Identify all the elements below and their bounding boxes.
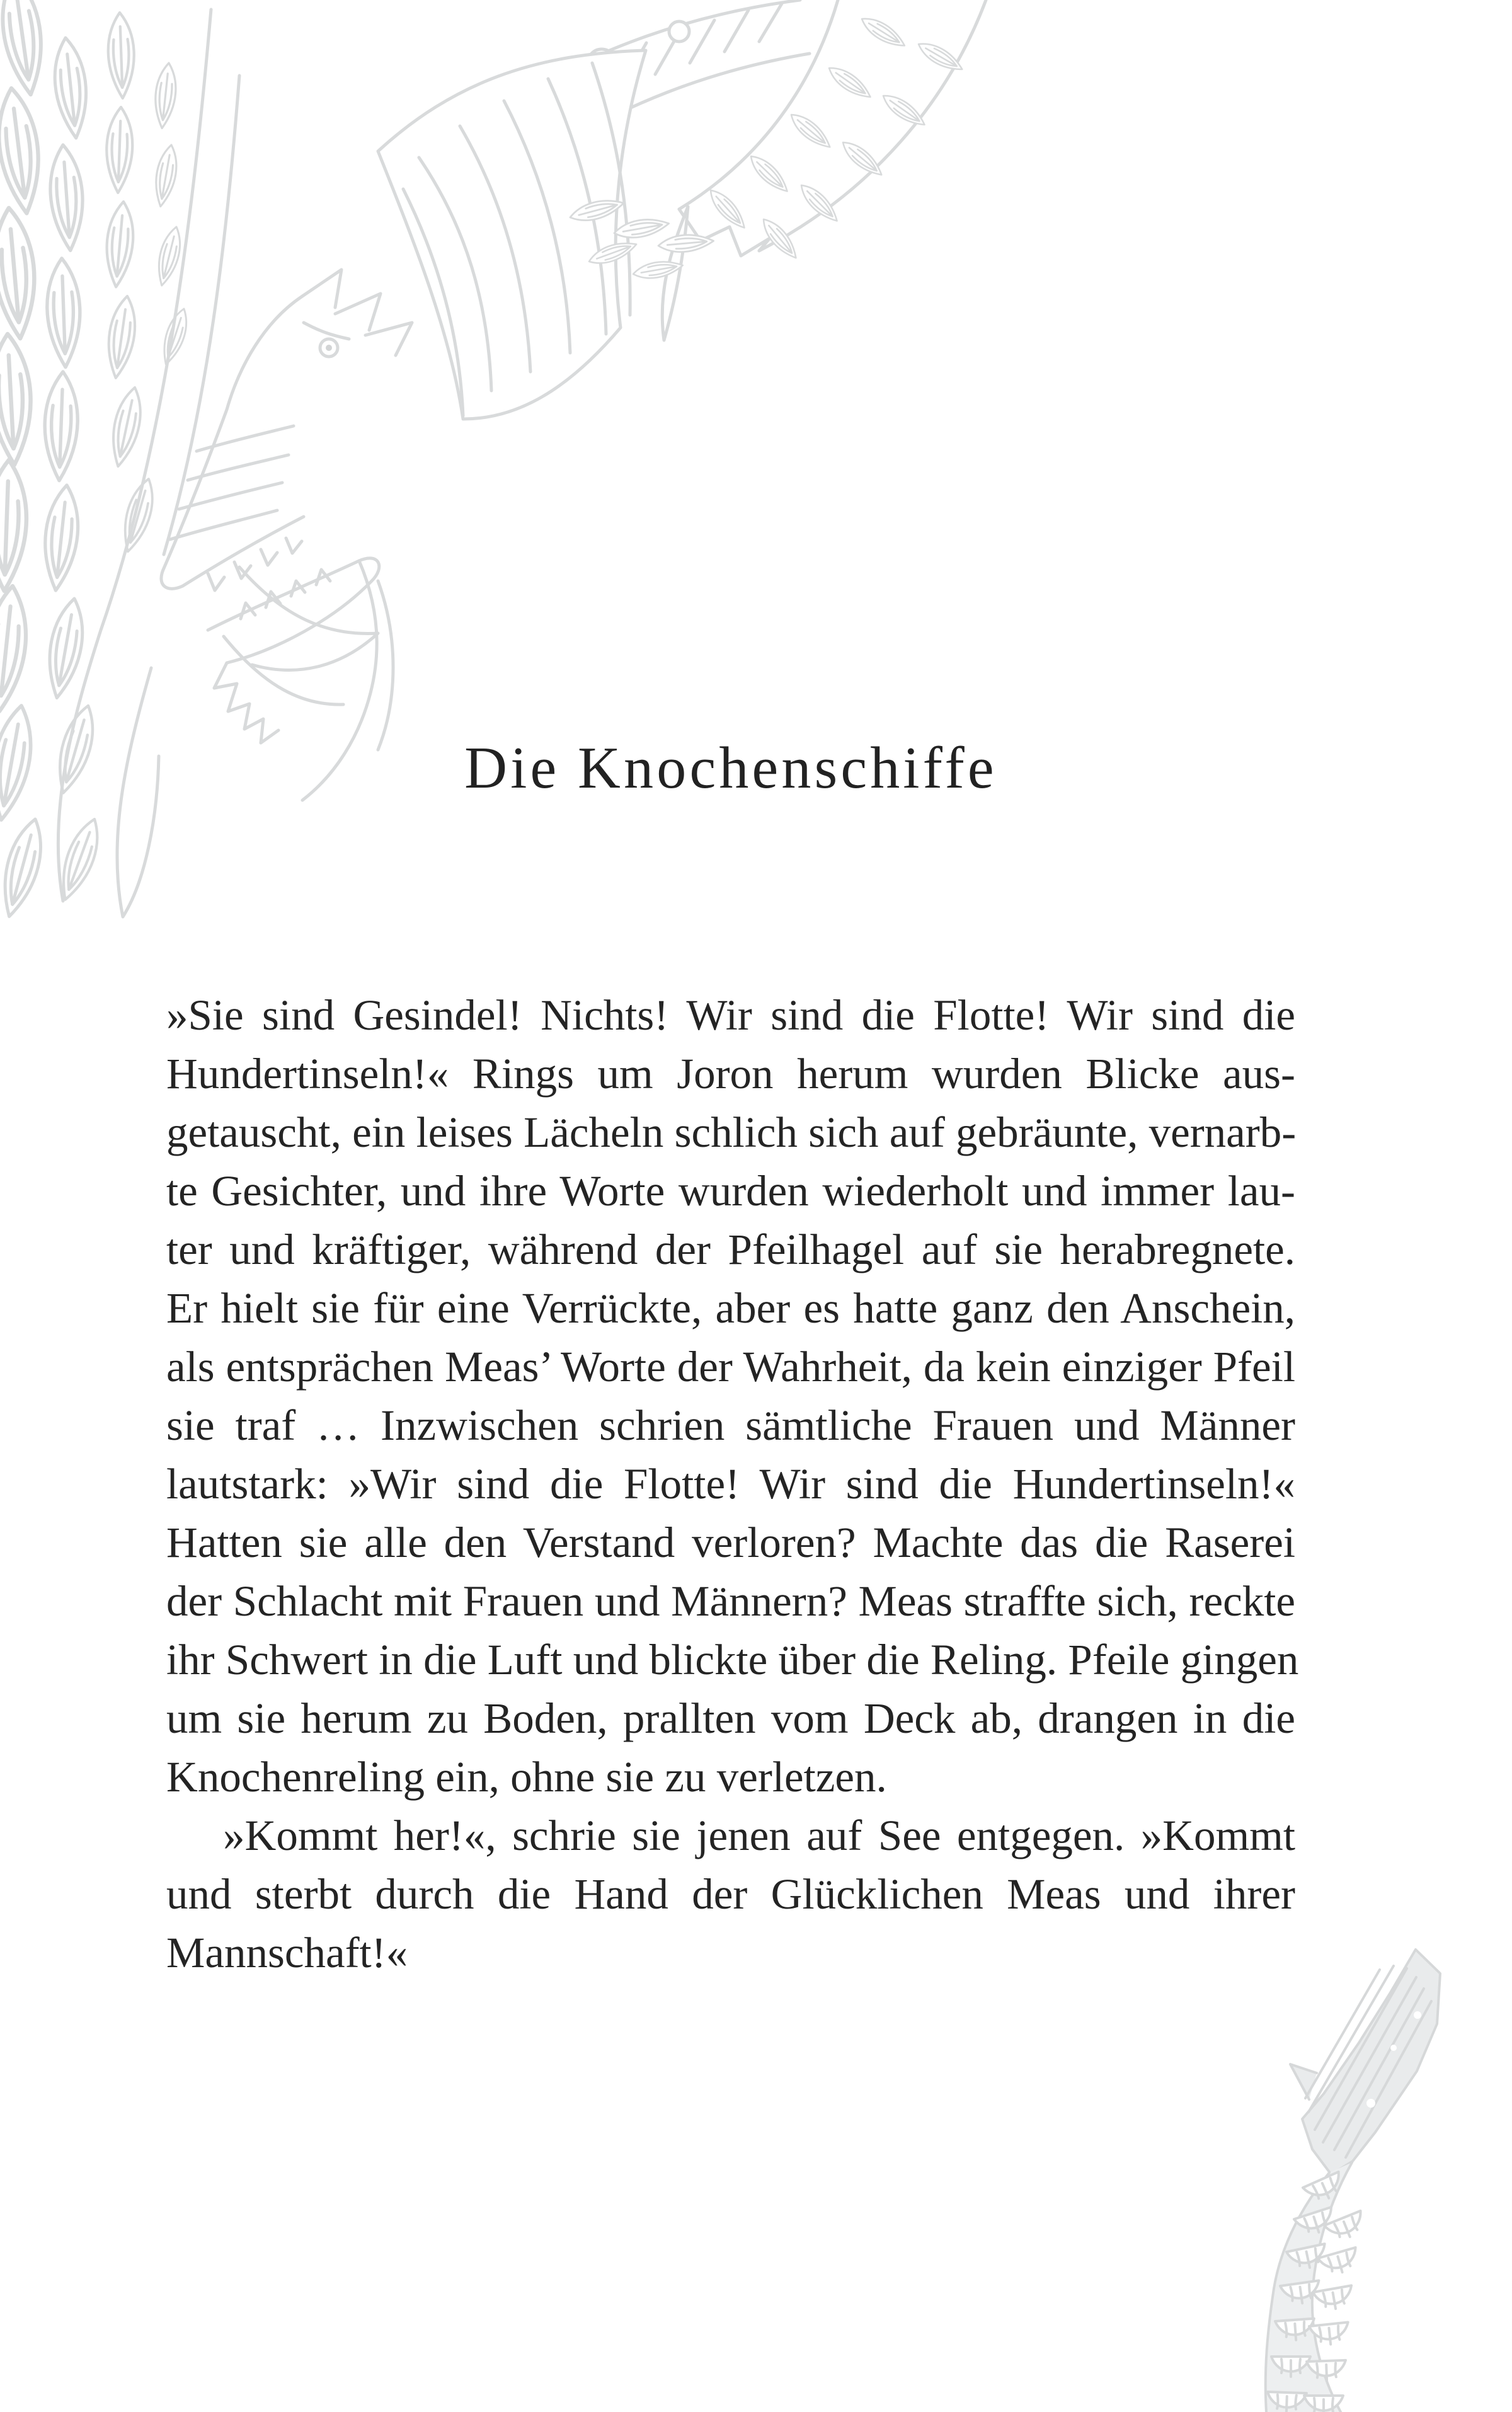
text-line: und sterbt durch die Hand der Glücklichen Meas und ihrer xyxy=(166,1870,1295,1918)
text-line: sie traf … Inzwischen schrien sämtliche Frauen und Männer xyxy=(166,1401,1295,1449)
text-line: ter und kräftiger, während der Pfeilhagel auf sie herabregnete. xyxy=(166,1226,1295,1273)
sea-dragon-engraving-icon xyxy=(0,0,1008,983)
text-line: Knochenreling ein, ohne sie zu verletzen. xyxy=(166,1753,887,1801)
text-line: Hundertinseln!« Rings um Joron herum wurden Blicke aus- xyxy=(166,1050,1295,1098)
text-line: Mannschaft!« xyxy=(166,1929,408,1977)
text-line: »Kommt her!«, schrie sie jenen auf See entgegen. »Kommt xyxy=(223,1812,1295,1859)
text-line: der Schlacht mit Frauen und Männern? Meas straffte sich, reckte xyxy=(166,1577,1295,1625)
dragon-tail-engraving-icon xyxy=(1228,1941,1512,2412)
text-line: um sie herum zu Boden, prallten vom Deck ab, drangen in die xyxy=(166,1694,1295,1742)
text-line: getauscht, ein leises Lächeln schlich sich auf gebräunte, vernarb- xyxy=(166,1108,1297,1156)
text-line: Er hielt sie für eine Verrückte, aber es hatte ganz den Anschein, xyxy=(166,1284,1295,1332)
text-line: ihr Schwert in die Luft und blickte über die Reling. Pfeile gingen xyxy=(166,1636,1299,1684)
body-text xyxy=(166,986,1299,1982)
chapter-title: Die Knochenschiffe xyxy=(464,735,997,801)
text-line: »Sie sind Gesindel! Nichts! Wir sind die Flotte! Wir sind die xyxy=(166,991,1295,1039)
text-line: te Gesichter, und ihre Worte wurden wiederholt und immer lau- xyxy=(166,1167,1295,1215)
text-line: lautstark: »Wir sind die Flotte! Wir sind die Hundertinseln!« xyxy=(166,1460,1295,1508)
text-line: Hatten sie alle den Verstand verloren? Machte das die Raserei xyxy=(166,1519,1295,1566)
text-line: als entsprächen Meas’ Worte der Wahrheit, da kein einziger Pfeil xyxy=(166,1343,1295,1391)
